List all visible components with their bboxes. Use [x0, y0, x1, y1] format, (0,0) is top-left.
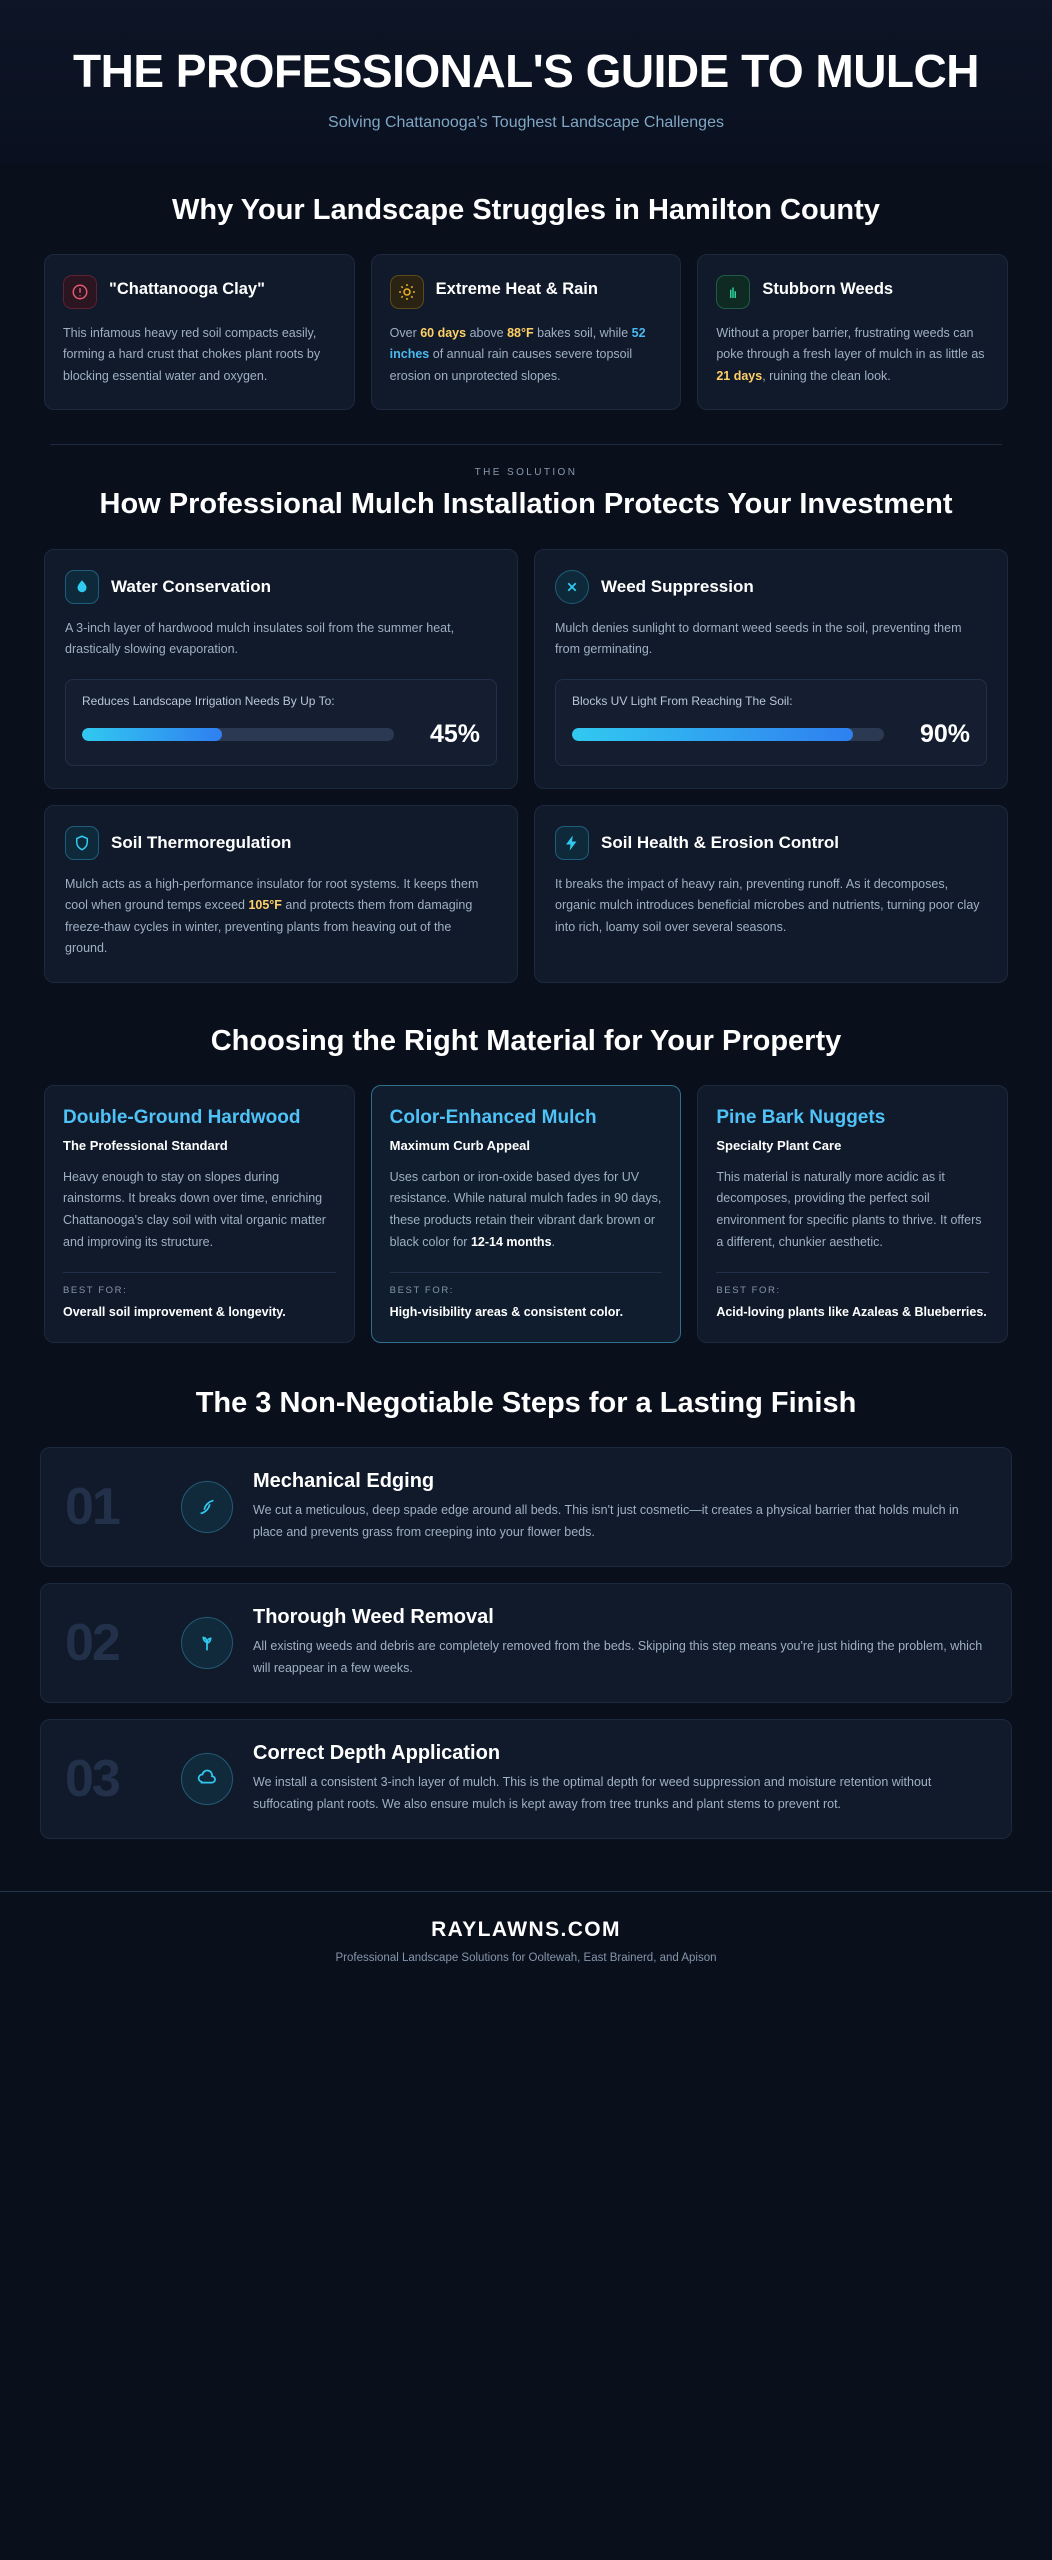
- step-title: Correct Depth Application: [253, 1741, 501, 1764]
- material-body: Heavy enough to stay on slopes during rainstorms. It breaks down over time, enriching Chattanooga's clay soil with vital organic matter and improving its structure.: [63, 1169, 326, 1250]
- card-body: Mulch denies sunlight to dormant weed seeds in the soil, preventing them from germinating.: [555, 620, 962, 657]
- page-title: THE PROFESSIONAL'S GUIDE TO MULCH: [73, 45, 979, 97]
- hero-section: [0, 0, 1052, 162]
- progress-fill: [82, 728, 222, 741]
- divider: [63, 1272, 336, 1273]
- problems-title: Why Your Landscape Struggles in Hamilton County: [172, 193, 880, 226]
- card-header: [65, 570, 497, 604]
- card-header: [716, 275, 989, 309]
- materials-grid: [40, 1085, 1012, 1343]
- step-body: We install a consistent 3-inch layer of mulch. This is the optimal depth for weed suppression and moisture retention without suffocating plant roots. We also ensure mulch is kept away from tree trunks and plant stems to prevent rot.: [253, 1774, 932, 1811]
- stat-row: [82, 720, 480, 749]
- steps-title: The 3 Non-Negotiable Steps for a Lasting Finish: [195, 1387, 857, 1420]
- material-title: Color-Enhanced Mulch: [389, 1106, 597, 1128]
- best-for-value: Overall soil improvement & longevity.: [63, 1305, 286, 1320]
- problems-grid: [40, 254, 1012, 411]
- solution-title: How Professional Mulch Installation Protects Your Investment: [99, 488, 953, 521]
- material-title: Pine Bark Nuggets: [716, 1106, 886, 1128]
- edging-blade-icon: [181, 1481, 233, 1533]
- best-for-value: High-visibility areas & consistent color.: [389, 1305, 624, 1320]
- problem-card-weeds: [697, 254, 1008, 411]
- solution-card-soil-health: [534, 805, 1008, 983]
- card-header: [555, 826, 987, 860]
- steps-section: [0, 1385, 1052, 1865]
- best-for-label: BEST FOR:: [389, 1285, 455, 1297]
- problems-section: [0, 192, 1052, 411]
- card-header: [555, 570, 987, 604]
- page-subtitle: Solving Chattanooga's Toughest Landscape Challenges: [328, 113, 724, 131]
- step-number: 02: [65, 1613, 119, 1672]
- shield-icon: [65, 826, 99, 860]
- step-item: [40, 1719, 1012, 1839]
- problem-card-clay: [44, 254, 355, 411]
- footer-tagline: Professional Landscape Solutions for Ooltewah, East Brainerd, and Apison: [335, 1951, 717, 1964]
- depth-gauge-icon: [181, 1753, 233, 1805]
- solution-grid-top: [40, 549, 1012, 789]
- stat-value: 90%: [919, 719, 970, 748]
- material-card-color-enhanced: [371, 1085, 682, 1343]
- solution-section: [0, 467, 1052, 982]
- card-body: It breaks the impact of heavy rain, preventing runoff. As it decomposes, organic mulch introduces beneficial microbes and nutrients, turning poor clay into rich, loamy soil over several seasons.: [555, 876, 980, 934]
- step-text: [253, 1606, 987, 1680]
- divider: [50, 444, 1002, 445]
- material-subtitle: The Professional Standard: [63, 1137, 228, 1153]
- progress-fill: [572, 728, 853, 741]
- materials-section: [0, 1023, 1052, 1344]
- divider: [716, 1272, 989, 1273]
- card-title: Stubborn Weeds: [762, 279, 894, 298]
- problem-card-heat-rain: [371, 254, 682, 411]
- solution-card-weed-suppression: [534, 549, 1008, 789]
- best-for-value: Acid-loving plants like Azaleas & Blueberries.: [716, 1305, 987, 1320]
- weed-pull-icon: [181, 1617, 233, 1669]
- solution-grid-bottom: [40, 805, 1012, 983]
- card-title: Weed Suppression: [601, 576, 754, 596]
- step-title: Mechanical Edging: [253, 1470, 435, 1493]
- weed-block-icon: [555, 570, 589, 604]
- card-body: Without a proper barrier, frustrating weeds can poke through a fresh layer of mulch in as little as 21 days, ruining the clean look.: [716, 325, 985, 383]
- step-text: [253, 1470, 987, 1544]
- card-title: Water Conservation: [111, 576, 271, 596]
- material-card-hardwood: [44, 1085, 355, 1343]
- footer: [0, 1891, 1052, 1998]
- card-body: A 3-inch layer of hardwood mulch insulates soil from the summer heat, drastically slowing evaporation.: [65, 620, 455, 657]
- step-number: 03: [65, 1749, 119, 1808]
- card-title: Soil Thermoregulation: [111, 832, 292, 852]
- card-body: Mulch acts as a high-performance insulator for root systems. It keeps them cool when ground temps exceed 105°F and protects them from damaging freeze-thaw cycles in winter, preventing plants from heaving out of the ground.: [65, 876, 479, 956]
- step-text: [253, 1742, 987, 1816]
- card-header: [65, 826, 497, 860]
- stat-box: [555, 679, 987, 766]
- solution-eyebrow: THE SOLUTION: [474, 467, 578, 479]
- best-for-label: BEST FOR:: [63, 1285, 128, 1297]
- progress-bar: [82, 728, 394, 741]
- material-card-pine-bark: [697, 1085, 1008, 1343]
- progress-bar: [572, 728, 884, 741]
- stat-label: Reduces Landscape Irrigation Needs By Up To:: [82, 693, 335, 708]
- card-header: [390, 275, 663, 309]
- step-item: [40, 1447, 1012, 1567]
- materials-title: Choosing the Right Material for Your Property: [210, 1024, 842, 1057]
- solution-card-water-conservation: [44, 549, 518, 789]
- sun-icon: [390, 275, 424, 309]
- best-for-label: BEST FOR:: [716, 1285, 781, 1297]
- stat-label: Blocks UV Light From Reaching The Soil:: [572, 693, 793, 708]
- material-subtitle: Maximum Curb Appeal: [389, 1137, 531, 1153]
- card-header: [63, 275, 336, 309]
- step-item: [40, 1583, 1012, 1703]
- card-title: Extreme Heat & Rain: [435, 279, 598, 298]
- divider: [390, 1272, 663, 1273]
- solution-card-thermoregulation: [44, 805, 518, 983]
- stat-row: [572, 720, 970, 749]
- card-body: This infamous heavy red soil compacts easily, forming a hard crust that chokes plant roots by blocking essential water and oxygen.: [63, 325, 321, 383]
- card-title: "Chattanooga Clay": [109, 279, 265, 298]
- card-body: Over 60 days above 88°F bakes soil, while 52 inches of annual rain causes severe topsoil erosion on unprotected slopes.: [389, 325, 646, 383]
- step-title: Thorough Weed Removal: [253, 1606, 494, 1629]
- footer-brand: RAYLAWNS.COM: [431, 1917, 621, 1941]
- card-title: Soil Health & Erosion Control: [601, 832, 840, 852]
- material-title: Double-Ground Hardwood: [63, 1106, 301, 1128]
- material-body: Uses carbon or iron-oxide based dyes for UV resistance. While natural mulch fades in 90 days, these products retain their vibrant dark brown or black color for 12-14 months.: [389, 1169, 662, 1250]
- step-body: We cut a meticulous, deep spade edge around all beds. This isn't just cosmetic—it creates a physical barrier that holds mulch in place and prevents grass from creeping into your flower beds.: [253, 1503, 959, 1540]
- sprout-icon: [716, 275, 750, 309]
- material-body: This material is naturally more acidic as it decomposes, providing the perfect soil environment for specific plants to thrive. It offers a different, chunkier aesthetic.: [716, 1169, 982, 1250]
- water-drop-icon: [65, 570, 99, 604]
- stat-value: 45%: [429, 719, 480, 748]
- lightning-icon: [555, 826, 589, 860]
- material-subtitle: Specialty Plant Care: [716, 1137, 842, 1153]
- step-number: 01: [65, 1478, 119, 1537]
- alert-circle-icon: [63, 275, 97, 309]
- stat-box: [65, 679, 497, 766]
- step-body: All existing weeds and debris are completely removed from the beds. Skipping this step means you're just hiding the problem, which will reappear in a few weeks.: [253, 1639, 983, 1675]
